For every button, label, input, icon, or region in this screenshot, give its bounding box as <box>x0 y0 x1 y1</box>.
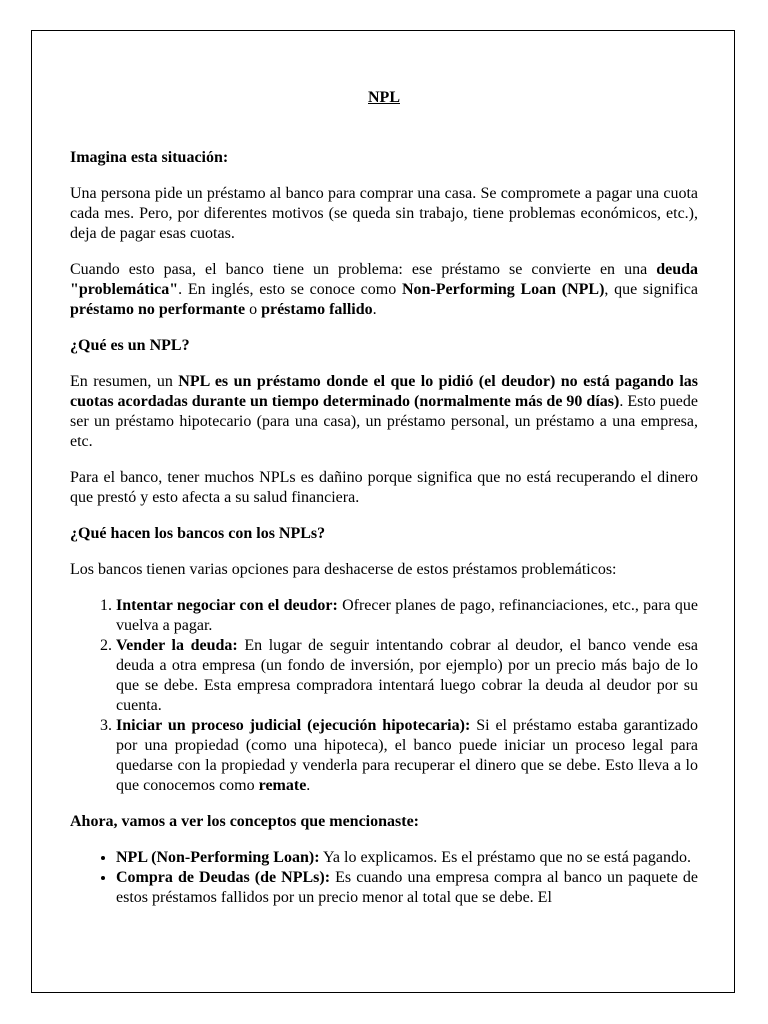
text-run: Es cuando una empresa compra al banco un paquete de estos préstamos fallidos por un precio menor al total que se debe. El <box>116 869 699 906</box>
document-title: NPL <box>368 89 400 106</box>
concepts-list <box>70 848 698 908</box>
text-run: Ofrecer planes de pago, refinanciaciones, etc., para que vuelva a pagar. <box>116 597 698 634</box>
bold-run: Vender la deuda: <box>116 637 238 654</box>
paragraph-situation: Una persona pide un préstamo al banco para comprar una casa. Se compromete a pagar una cuota cada mes. Pero, por diferentes motivos (se queda sin trabajo, tiene problemas económicos, etc.), deja de pagar esas cuotas. <box>70 185 698 242</box>
text-run: Si el préstamo estaba garantizado por una propiedad (como una hipoteca), el banco puede iniciar un proceso legal para quedarse con la propiedad y venderla para recuperar el dinero que se debe. Esto lleva a lo que conocemos como <box>116 717 698 794</box>
list-item <box>116 868 698 908</box>
list-item <box>116 636 698 716</box>
bold-run: préstamo no performante <box>70 301 246 318</box>
paragraph-bank-impact: Para el banco, tener muchos NPLs es dañino porque significa que no está recuperando el dinero que prestó y esto afecta a su salud financiera. <box>70 469 698 506</box>
text-run: . Esto puede ser un préstamo hipotecario (para una casa), un préstamo personal, un préstamo a una empresa, etc. <box>70 393 698 450</box>
bold-run: Non-Performing Loan (NPL) <box>401 281 605 298</box>
text-run: . En inglés, esto se conoce como <box>178 281 402 298</box>
list-item <box>116 716 698 796</box>
text-run: Cuando esto pasa, el banco tiene un problema: ese préstamo se convierte en una <box>70 261 657 278</box>
paragraph-problem <box>70 260 698 320</box>
document-page <box>31 30 735 993</box>
bold-run: préstamo fallido <box>261 301 373 318</box>
bold-run: deuda "problemática" <box>70 261 698 298</box>
text-run: En lugar de seguir intentando cobrar al deudor, el banco vende esa deuda a otra empresa (un fondo de inversión, por ejemplo) por un precio más bajo de lo que se debe. Esta empresa compradora intentará luego cobrar la deuda al deudor por su cuenta. <box>116 637 699 714</box>
text-run: En resumen, un <box>70 373 179 390</box>
options-list <box>70 596 698 796</box>
bold-run: NPL es un préstamo donde el que lo pidió (el deudor) no está pagando las cuotas acordadas durante un tiempo determinado (normalmente más de 90 días) <box>70 373 698 410</box>
text-run: Ya lo explicamos. Es el préstamo que no se está pagando. <box>319 849 692 866</box>
text-run: . <box>372 301 377 318</box>
bold-run: Iniciar un proceso judicial (ejecución hipotecaria): <box>116 717 471 734</box>
bold-run: Compra de Deudas (de NPLs): <box>116 869 331 886</box>
section-heading-situation: Imagina esta situación: <box>70 149 229 166</box>
paragraph-options-intro: Los bancos tienen varias opciones para deshacerse de estos préstamos problemáticos: <box>70 561 617 578</box>
document-content <box>70 88 698 924</box>
paragraph-definition <box>70 372 698 452</box>
text-run: , que significa <box>604 281 699 298</box>
bold-run: NPL (Non-Performing Loan): <box>116 849 320 866</box>
bold-run: remate <box>258 777 307 794</box>
section-heading-bank-actions: ¿Qué hacen los bancos con los NPLs? <box>70 525 326 542</box>
section-heading-what-is-npl: ¿Qué es un NPL? <box>70 337 190 354</box>
text-run: . <box>306 777 311 794</box>
text-run: o <box>245 301 262 318</box>
bold-run: Intentar negociar con el deudor: <box>116 597 338 614</box>
list-item <box>116 596 698 636</box>
list-item <box>116 848 698 868</box>
section-heading-concepts: Ahora, vamos a ver los conceptos que mencionaste: <box>70 813 420 830</box>
